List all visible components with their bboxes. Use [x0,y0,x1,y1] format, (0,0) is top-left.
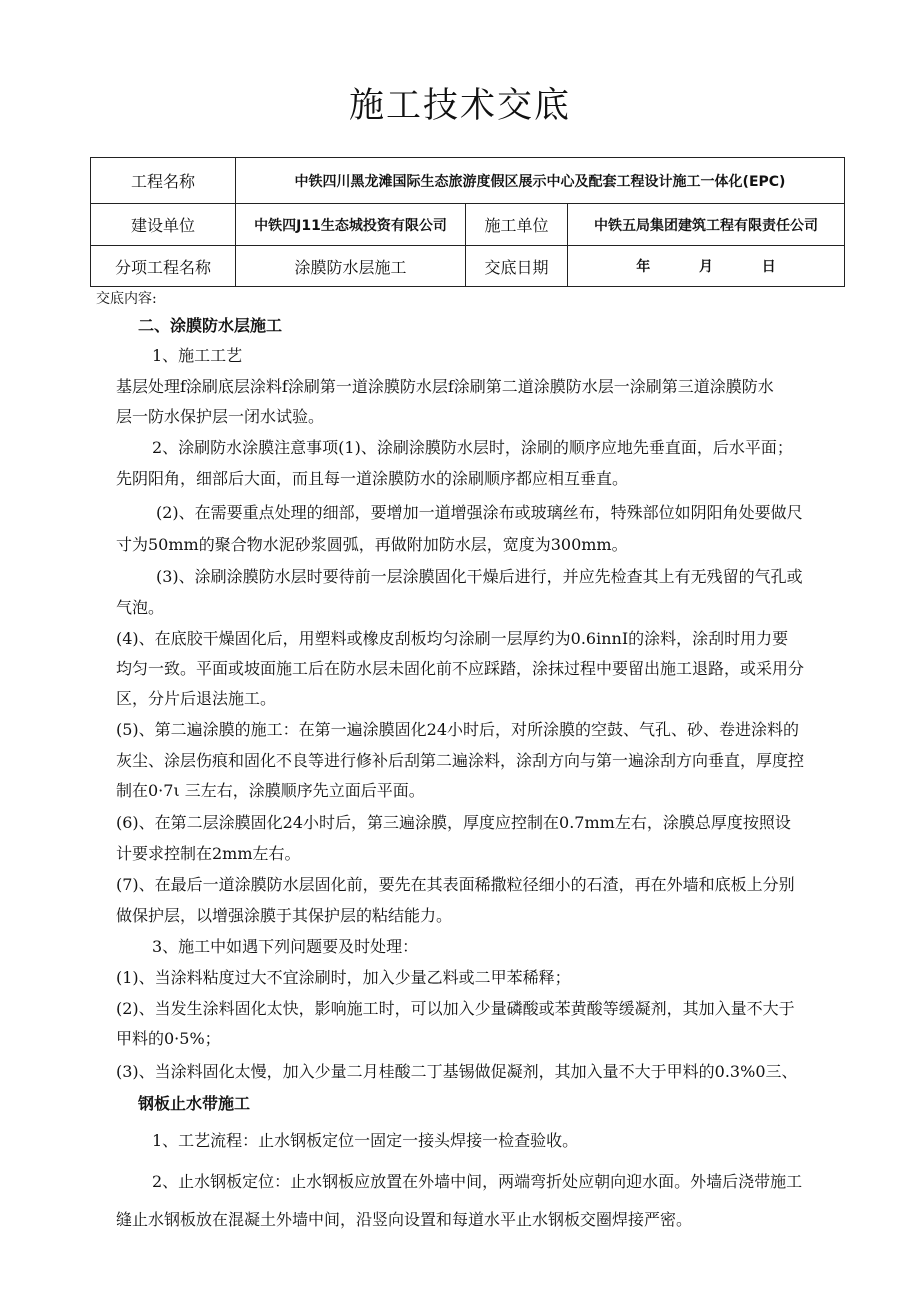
table-row [91,246,845,287]
paragraph-line: (2)、在需要重点处理的细部，要增加一道增强涂布或玻璃丝布，特殊部位如阴阳角处要做尺 [156,503,803,522]
paragraph-line: 缝止水钢板放在混凝土外墙中间，沿竖向设置和每道水平止水钢板交圈焊接严密。 [116,1210,693,1229]
paragraph-line: (4)、在底胶干燥固化后，用塑料或橡皮刮板均匀涂刷一层厚约为0.6innI的涂料，涂刮时用力要 [116,629,789,648]
table-row [91,158,845,204]
owner-label: 建设单位 [91,204,236,246]
paragraph-line: 气泡。 [116,598,165,617]
paragraph-line: 区，分片后退法施工。 [116,689,277,708]
builder-value: 中铁五局集团建筑工程有限责任公司 [568,204,845,246]
table-row [91,204,845,246]
project-label: 工程名称 [91,158,236,204]
paragraph-line: 基层处理f涂刷底层涂料f涂刷第一道涂膜防水层f涂刷第二道涂膜防水层一涂刷第三道涂膜防水 [116,377,774,396]
date-label: 交底日期 [466,246,568,287]
project-value: 中铁四川黑龙滩国际生态旅游度假区展示中心及配套工程设计施工一体化(EPC) [236,158,845,204]
paragraph-line: (5)、第二遍涂膜的施工：在第一遍涂膜固化24小时后，对所涂膜的空鼓、气孔、砂、卷进涂料的 [116,720,800,739]
section-heading: 二、涂膜防水层施工 [138,316,283,335]
paragraph-line: 1、施工工艺 [152,346,243,365]
paragraph-line: 先阴阳角，细部后大面，而且每一道涂膜防水的涂刷顺序都应相互垂直。 [116,469,629,488]
paragraph-line: 1、工艺流程：止水钢板定位一固定一接头焊接一检查验收。 [152,1131,579,1150]
paragraph-line: (1)、当涂料粘度过大不宜涂刷时，加入少量乙料或二甲苯稀释； [116,968,571,987]
paragraph-line: 计要求控制在2mm左右。 [116,844,301,863]
paragraph-line: 层一防水保护层一闭水试验。 [116,407,325,426]
paragraph-line: 寸为50mm的聚合物水泥砂浆圆弧，再做附加防水层，宽度为300mm。 [116,535,628,554]
builder-label: 施工单位 [466,204,568,246]
paragraph-line: 甲料的0·5%； [116,1029,221,1048]
paragraph-line: 2、涂刷防水涂膜注意事项(1)、涂刷涂膜防水层时，涂刷的顺序应地先垂直面，后水平面； [152,438,793,457]
info-table [90,157,845,287]
section-heading: 钢板止水带施工 [138,1094,251,1113]
sub-value: 涂膜防水层施工 [236,246,466,287]
paragraph-line: (2)、当发生涂料固化太快，影响施工时，可以加入少量磷酸或苯黄酸等缓凝剂，其加入量不大于 [116,999,795,1018]
paragraph-line: 制在0·7ι 三左右，涂膜顺序先立面后平面。 [116,781,425,800]
paragraph-line: 3、施工中如遇下列问题要及时处理： [152,937,419,956]
paragraph-line: 2、止水钢板定位：止水钢板应放置在外墙中间，两端弯折处应朝向迎水面。外墙后浇带施工 [152,1172,803,1191]
page-title: 施工技术交底 [348,86,571,126]
paragraph-line: (3)、涂刷涂膜防水层时要待前一层涂膜固化干燥后进行，并应先检查其上有无残留的气孔或 [156,567,803,586]
paragraph-line: (7)、在最后一道涂膜防水层固化前，要先在其表面稀撒粒径细小的石渣，再在外墙和底板上分别 [116,875,795,894]
content-label: 交底内容: [96,291,157,307]
paragraph-line: (6)、在第二层涂膜固化24小时后，第三遍涂膜，厚度应控制在0.7mm左右，涂膜总厚度按照设 [116,813,791,832]
paragraph-line: 灰尘、涂层伤痕和固化不良等进行修补后刮第二遍涂料，涂刮方向与第一遍涂刮方向垂直，厚度控 [116,751,805,770]
paragraph-line: 做保护层，以增强涂膜于其保护层的粘结能力。 [116,906,453,925]
date-value: 年 月 日 [568,246,845,287]
paragraph-line: 均匀一致。平面或坡面施工后在防水层未固化前不应踩踏，涂抹过程中要留出施工退路，或采用分 [116,659,805,678]
paragraph-line: (3)、当涂料固化太慢，加入少量二月桂酸二丁基锡做促凝剂，其加入量不大于甲料的0.3%0三、 [116,1062,798,1081]
owner-value: 中铁四J11生态城投资有限公司 [236,204,466,246]
sub-label: 分项工程名称 [91,246,236,287]
